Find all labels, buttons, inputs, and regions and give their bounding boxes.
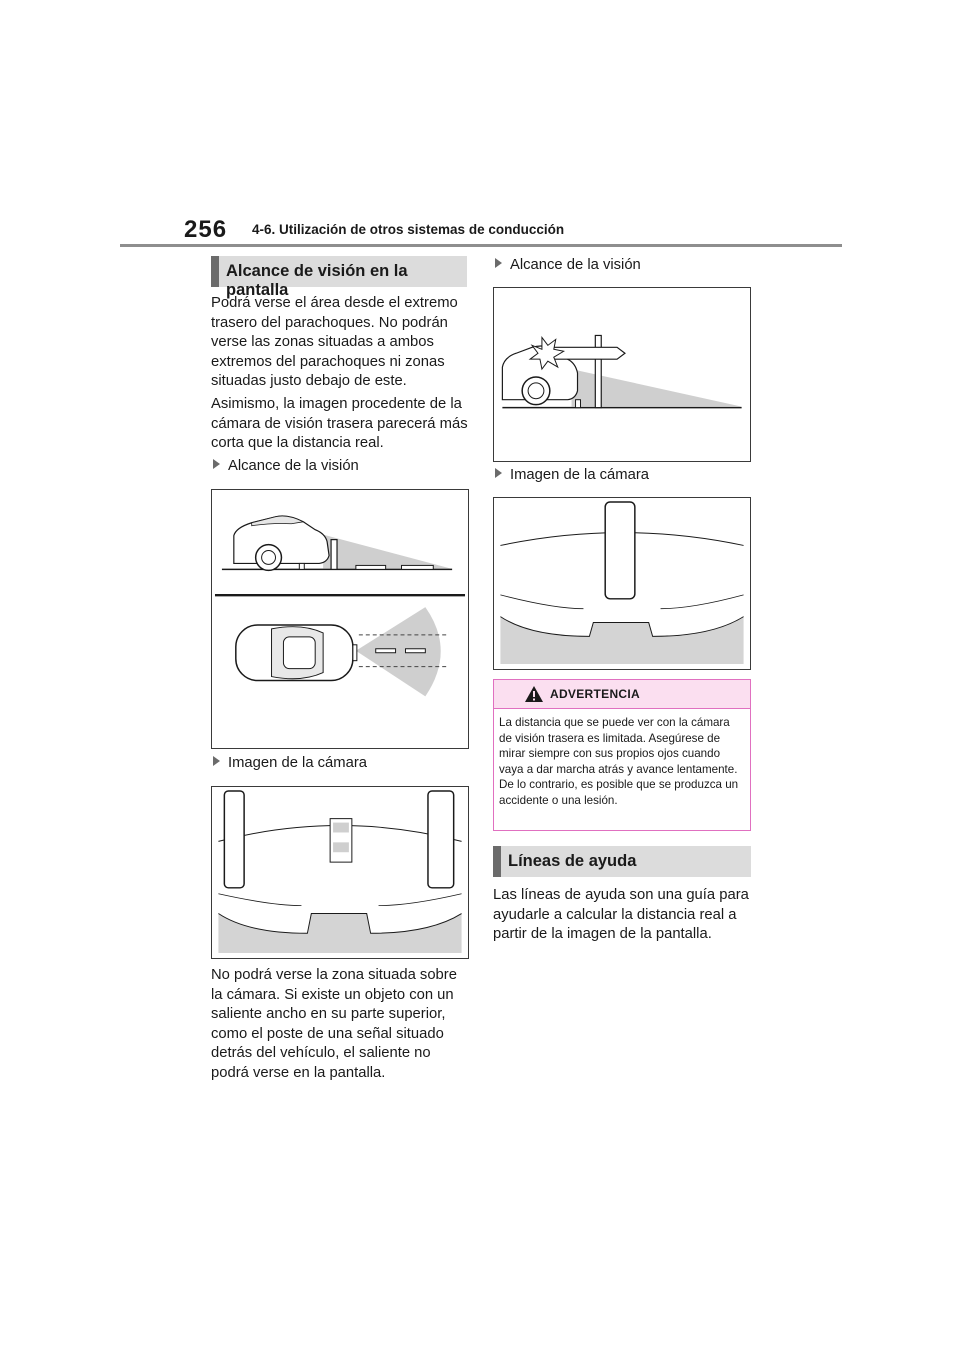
warning-box <box>493 679 751 831</box>
post-left-icon <box>224 791 244 888</box>
figure-vision-range-side-top <box>211 489 469 749</box>
bullet-arrow-icon <box>495 468 502 478</box>
chapter-title: 4-6. Utilización de otros sistemas de conducción <box>252 222 565 237</box>
pole-icon <box>595 335 601 407</box>
bullet-vision-range <box>213 457 359 475</box>
paragraph-shorter-image: Asimismo, la imagen procedente de la cámara de visión trasera parecerá más corta que la distancia real. <box>211 396 468 452</box>
bullet-label: Alcance de la visión <box>510 257 641 273</box>
bullet-camera-image-right <box>495 466 649 484</box>
bullet-arrow-icon <box>213 756 220 766</box>
page-number: 256 <box>184 216 228 243</box>
vision-range-illustration <box>212 490 468 748</box>
bullet-label: Alcance de la visión <box>228 458 359 474</box>
figure-vision-range-overhang <box>493 287 751 462</box>
bullet-arrow-icon <box>495 258 502 268</box>
post-right-icon <box>428 791 454 888</box>
warning-header <box>494 680 750 709</box>
paragraph-camera-limit: No podrá verse la zona situada sobre la cámara. Si existe un objeto con un saliente ancho en su parte superior, como el poste de una señal situado detrás del vehículo, el saliente no podrá verse en la pantalla. <box>211 967 457 1081</box>
camera-image-pole-illustration <box>494 498 750 669</box>
section-title-vision-range: Alcance de visión en la pantalla <box>211 256 467 287</box>
view-area-side <box>323 535 450 569</box>
header-divider <box>120 244 842 247</box>
paragraph-guide-lines: Las líneas de ayuda son una guía para ayudarle a calcular la distancia real a partir de la imagen de la pantalla. <box>493 887 749 943</box>
bullet-vision-range-right <box>495 256 641 274</box>
overhang-illustration <box>494 288 750 461</box>
figure-camera-image-posts <box>211 786 469 959</box>
section-title-guide-lines: Líneas de ayuda <box>493 846 751 877</box>
bullet-label: Imagen de la cámara <box>228 755 368 771</box>
bullet-arrow-icon <box>213 459 220 469</box>
warning-title: ADVERTENCIA <box>550 687 640 701</box>
bumper-area <box>218 914 461 954</box>
pole-icon <box>605 502 635 599</box>
bumper-area <box>500 617 743 664</box>
figure-camera-image-pole <box>493 497 751 670</box>
view-area-top <box>356 607 441 696</box>
camera-image-illustration <box>212 787 468 958</box>
paragraph-bumper-view: Podrá verse el área desde el extremo trasero del parachoques. No podrán verse las zonas situadas a ambos extremos del parachoques ni zonas situadas justo debajo de este. <box>211 295 458 390</box>
warning-triangle-icon <box>524 685 544 703</box>
warning-text: La distancia que se puede ver con la cámara de visión trasera es limitada. Asegúrese de mirar siempre con sus propios ojos cuando vaya a dar marcha atrás y avance lentamente. De lo contrario, es posible que se produzca un accidente o una lesión. <box>499 716 739 807</box>
pole-icon <box>331 540 337 570</box>
bullet-camera-image <box>213 754 367 772</box>
bullet-label: Imagen de la cámara <box>510 467 650 483</box>
